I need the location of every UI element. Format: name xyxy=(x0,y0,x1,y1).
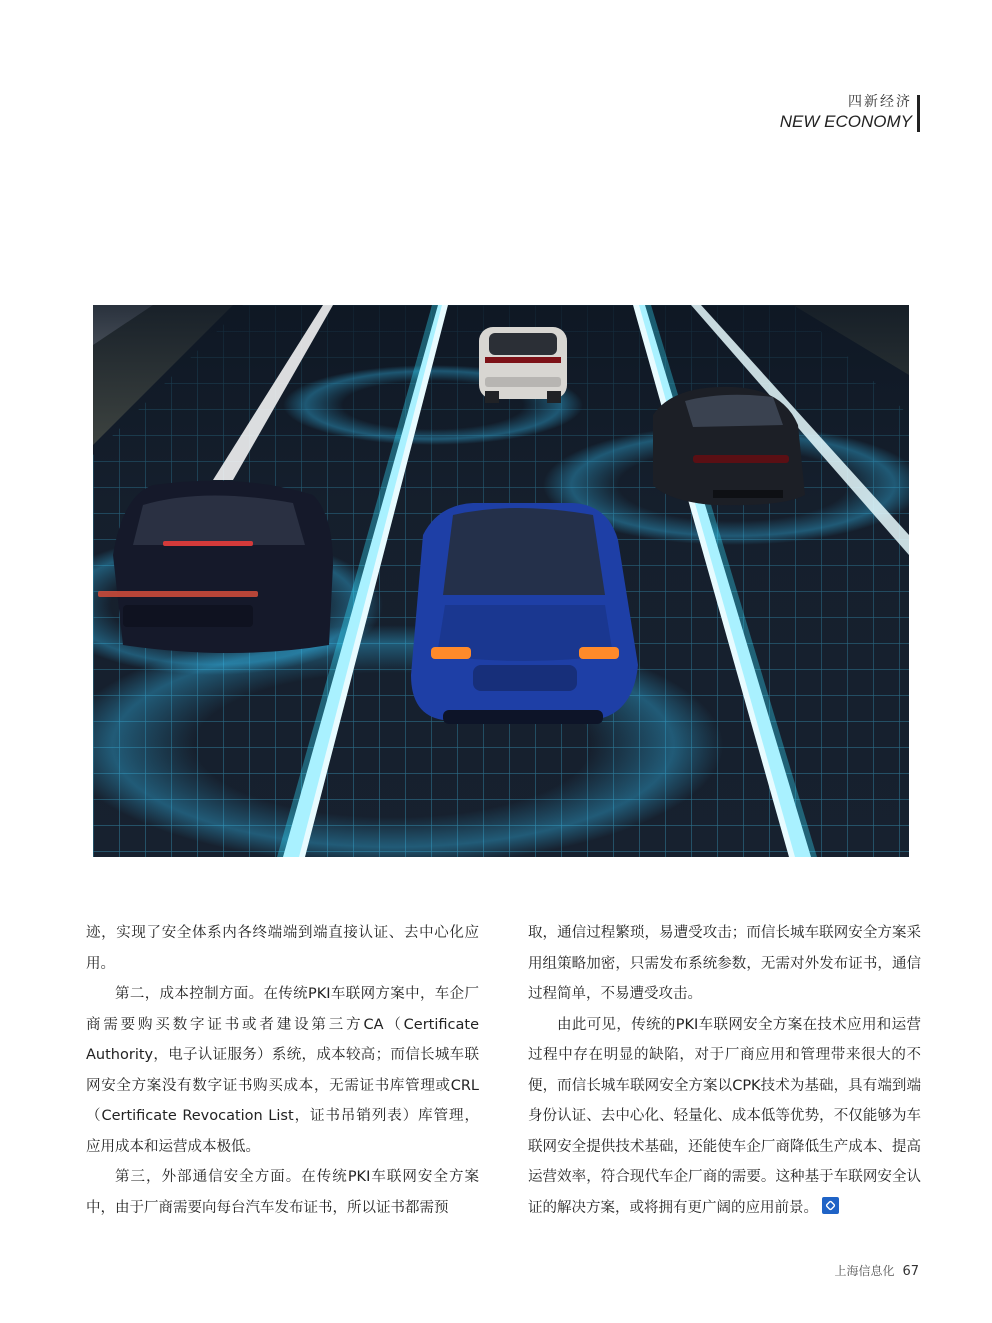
section-title-cn: 四新经济 xyxy=(848,94,912,110)
header-divider xyxy=(917,95,920,132)
page-number: 67 xyxy=(902,1264,919,1279)
page-footer xyxy=(834,1262,919,1279)
body-column-right xyxy=(528,918,921,1223)
section-header xyxy=(780,92,912,132)
paragraph: 取，通信过程繁琐，易遭受攻击；而信长城车联网安全方案采用组策略加密，只需发布系统参数，无需对外发布证书，通信过程简单，不易遭受攻击。 xyxy=(528,925,921,1002)
paragraph-text: 由此可见，传统的PKI车联网安全方案在技术应用和运营过程中存在明显的缺陷，对于厂商应用和管理带来很大的不便，而信长城车联网安全方案以CPK技术为基础，具有端到端身份认证、去中心化、轻量化、成本低等优势，不仅能够为车联网安全提供技术基础，还能使车企厂商降低生产成本、提高运营效率，符合现代车企厂商的需要。这种基于车联网安全认证的解决方案，或将拥有更广阔的应用前景。 xyxy=(528,1016,921,1216)
paragraph: 第三，外部通信安全方面。在传统PKI车联网安全方案中，由于厂商需要向每台汽车发布证书，所以证书都需预 xyxy=(86,1169,479,1216)
body-column-left xyxy=(86,918,479,1223)
paragraph: 迹，实现了安全体系内各终端端到端直接认证、去中心化应用。 xyxy=(86,925,479,972)
section-title-en: NEW ECONOMY xyxy=(779,112,912,131)
article-end-icon xyxy=(822,1197,839,1214)
paragraph-final xyxy=(528,1010,921,1224)
connected-cars-photo xyxy=(93,305,909,857)
connected-cars-illustration xyxy=(93,305,909,857)
paragraph: 第二，成本控制方面。在传统PKI车联网方案中，车企厂商需要购买数字证书或者建设第三方CA（Certificate Authority，电子认证服务）系统，成本较高；而信长城车联网安全方案没有数字证书购买成本，无需证书库管理或CRL（Certificate Revocation List，证书吊销列表）库管理，应用成本和运营成本极低。 xyxy=(86,986,479,1155)
magazine-name: 上海信息化 xyxy=(834,1264,895,1278)
